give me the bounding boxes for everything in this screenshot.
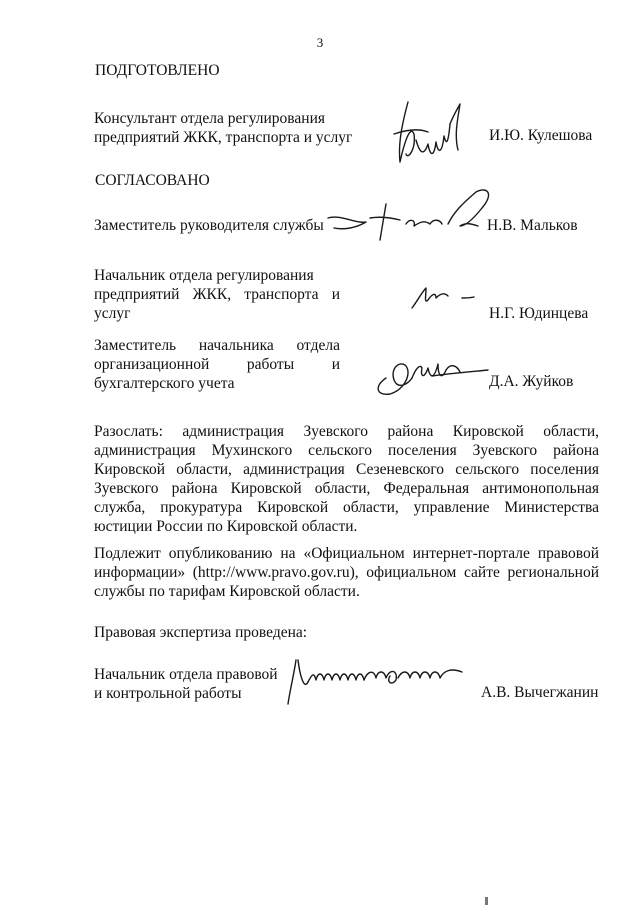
prepared-heading: ПОДГОТОВЛЕНО: [95, 62, 220, 79]
prepared-title-line: Консультант отдела регулирования: [94, 110, 326, 127]
publication-paragraph: Подлежит опубликованию на «Официальном интернет-портале правовой информации» (http://www.pravo.gov.ru), официальном сайте региональной службы по тарифам Кировской области.: [94, 545, 599, 600]
signature-kuleshova: [388, 94, 468, 174]
signature-zhuykov: [372, 354, 492, 398]
signature-yudintseva: [410, 284, 480, 314]
signer-1-title: Заместитель руководителя службы: [94, 217, 324, 234]
signature-malkov: [326, 184, 496, 244]
signer-3-title: [94, 336, 340, 393]
legal-title-line: Начальник отдела правовой: [94, 666, 278, 683]
signature-vychegzhanin: [286, 652, 472, 708]
page-number: 3: [316, 35, 324, 50]
signer-3-title-line: организационной работы и: [94, 356, 340, 373]
legal-name: А.В. Вычегжанин: [481, 684, 599, 701]
signer-2-title-line: услуг: [94, 305, 131, 322]
legal-title: [94, 665, 278, 703]
distribution-paragraph: Разослать: администрация Зуевского района Кировской области, администрация Мухинского сельского поселения Зуевского района Кировской области, администрация Сезеневского сельского поселения Зуевского района Кировской области, Федеральная антимонопольная служба, прокуратура Кировской области, управление Министерства юстиции России по Кировской области.: [94, 423, 599, 535]
signer-2-title: [94, 266, 340, 323]
signer-1-name: Н.В. Мальков: [487, 217, 578, 234]
scan-edge-mark: [485, 897, 488, 905]
signer-3-name: Д.А. Жуйков: [489, 373, 574, 390]
legal-title-line: и контрольной работы: [94, 685, 242, 702]
prepared-title: [94, 109, 352, 147]
agreed-heading: СОГЛАСОВАНО: [95, 172, 210, 189]
signer-2-name: Н.Г. Юдинцева: [489, 305, 589, 322]
signer-2-title-line: Начальник отдела регулирования: [94, 267, 314, 284]
legal-heading: Правовая экспертиза проведена:: [94, 624, 308, 641]
prepared-title-line: предприятий ЖКК, транспорта и услуг: [94, 129, 353, 146]
signer-2-title-line: предприятий ЖКК, транспорта и: [94, 286, 340, 303]
signer-3-title-line: Заместитель начальника отдела: [94, 337, 340, 354]
signer-3-title-line: бухгалтерского учета: [94, 375, 235, 392]
prepared-name: И.Ю. Кулешова: [489, 127, 593, 144]
